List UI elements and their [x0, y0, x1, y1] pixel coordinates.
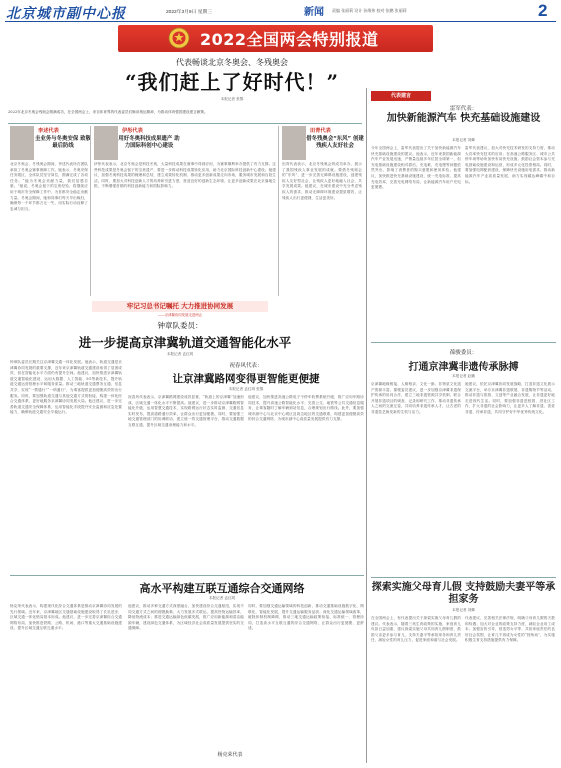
- person-name: 伊彤代表: [122, 128, 143, 134]
- opinion-byline: 本报记者 刘卿: [452, 138, 475, 142]
- article-body: 雷军代表建议，加大对快充技术研发的支持力度，推动大功率快充技术的应用；在高速公路服务区、城市公共停车场等场所加快布局快充设施；鼓励社会资本参与充电基础设施建设和运营，形成多元化投资格局。同时，要加强电网配套建设，保障快充设施用电需求，推动新能源汽车产业高质量发展，助力实现碳达峰碳中和目标。: [465, 146, 555, 184]
- article-body: 代表建议，完善相关法律法规，明确父母育儿假的天数和待遇；加大对企业的政策支持力度，减轻企业用工成本；加强宣传引导，营造男女平等、共担家庭责任的良好社会氛围，让育儿不再成为女性的“独角戏”，为实施积极生育支持措施提供有力保障。: [465, 616, 555, 643]
- opinion-title: 加快新能源汽车 快充基础设施建设: [386, 113, 541, 124]
- cppcc-byline: 本报记者 赵鹏: [452, 374, 475, 378]
- childcare-title: 探索实施父母育儿假 支持鼓励夫妻平等承担家务: [371, 582, 556, 605]
- masthead-rule: [5, 21, 556, 22]
- banner-title: 2022全国两会特别报道: [200, 30, 379, 49]
- article-body: 杨克荣代表表示，构建现代化综合交通体系是推动京津冀协同发展的先行领域。近年来，京津冀地区交通基础设施建设取得了长足进步，区域交通一体化格局基本形成。他建议，进一步完善京津冀综合交通网络布局，加快推进铁路、公路、机场、港口等重大交通基础设施建设，提升区域交通互联互通水平。: [10, 604, 122, 631]
- article-body: 京津冀地缘相接、人缘相亲、文化一脉，非物质文化遗产资源丰富。葆骏委员建议，进一步加强京津冀非遗保护传承的协同合作，建立三地非遗资源共享机制，联合开展非遗项目的调查、记录和研究工作，推动非遗传承人之间的交流互鉴，共同培养非遗传承人才，让古老的非遗技艺焕发新的生机与活力。: [371, 382, 461, 414]
- article-body: 钟章队委员长期关注京津冀交通一体化发展。他表示，轨道交通是京津冀协同发展的重要支撑，近年来京津冀轨道交通建设取得了显著成效，但在智能化水平方面仍有提升空间。他建议，加快推进京津冀轨道交通智能化建设，运用大数据、人工智能、5G等新技术，提升轨道交通运营管理水平和服务质量。推动三地轨道交通票务互通、信息共享，实现“一票通行”“一码通行”，为乘客提供更加便捷高效的出行服务。同时，要加强轨道交通与其他交通方式的衔接，构建一体化综合交通体系，更好地服务京津冀协同发展大局。他还建议，进一步完善轨道交通安全保障体系，运用智能化手段提升安全监测和应急处置能力，确保轨道交通安全平稳运行。: [10, 360, 122, 415]
- cppcc-title: 打通京津冀非遗传承脉搏: [408, 362, 519, 373]
- slogan-text: 牢记习总书记嘱托 大力推进协同发展: [126, 302, 234, 310]
- jj-title: 让京津冀路网变得更智能更便捷: [172, 373, 320, 385]
- column-divider: [366, 88, 367, 763]
- article-body: 祝春风代表表示，京津冀路网建设成效显著，“轨道上的京津冀”加速形成，区域交通一体化水平不断提高。他建议，进一步推动京津冀路网智能化升级，运用智慧交通技术，实现路网运行状态实时监测、交通信息实时发布，提高道路通行效率，让群众出行更加便捷。同时，要加强三地交通管理部门的协调联动，建立统一的交通管理平台，推动交通数据互联互通，提升区域交通治理能力和水平。: [128, 395, 244, 427]
- jj-kicker: 祝春风代表：: [229, 363, 263, 369]
- page-number: 2: [538, 1, 548, 20]
- person-name: 李述代表: [38, 128, 59, 134]
- zhong-byline: 本报记者 孟红玥: [166, 352, 194, 356]
- person-headline: 用好冬奥科技成果遗产 助力国际科创中心建设: [118, 136, 180, 149]
- person-headline: 借冬残奥会“东风” 创建残疾人友好社会: [306, 136, 364, 149]
- section-editors: 责编 张丽莉 设计 孙维伟 校对 张鹏 张丽莉: [332, 8, 407, 13]
- article-body: 北京冬奥会、冬残奥会期间，李述代表所在团队承担了冬奥会赛事保障工作。她表示，冬奥安保任务艰巨，全体队员坚守岗位，圆满完成了各项任务。“能为冬奥会贡献力量，我们倍感自豪。”她说，冬奥会留下的宝贵经验，将继续应用于城市安全保障工作中，为首都安全稳定贡献力量。冬奥会期间，她和同事们每天早出晚归，确保每一个环节都万无一失，用实际行动诠释了忠诚与担当。: [10, 162, 88, 211]
- rail-byline: 本报记者 孟红玥: [208, 596, 236, 600]
- slogan-sub: ——京津冀协同发展走进两会: [157, 313, 203, 317]
- rail-title: 高水平构建互联互通综合交通网络: [139, 582, 305, 595]
- zhong-kicker: 钟章队委员：: [157, 321, 203, 330]
- lead-byline: 本报记者 张黎: [220, 97, 244, 101]
- lead-kicker: 代表畅谈北京冬奥会、冬残奥会: [176, 58, 288, 67]
- photo-tian-qing: [282, 126, 306, 160]
- article-body: 伊彤代表表示，北京冬奥会是科技冬奥，大量科技成果在赛事中得到应用，为赛事顺利举办提供了有力支撑。这些科技成果是冬奥会留下的宝贵遗产，要进一步推动科技成果转化应用，助力北京国际科技创新中心建设。她建议，加强冬奥科技成果的梳理和总结，建立成果转化机制，推动更多创新成果走向市场，服务城市发展和百姓生活。同时，要加大对科技创新人才的培养和引进力度，营造良好的创新生态环境，让更多创新成果在北京落地生根，不断增强首都的科技创新能力和国际影响力。: [94, 162, 276, 189]
- photo-li-shu: [10, 126, 34, 160]
- divider: [371, 577, 556, 578]
- person-name: 田青代表: [310, 128, 331, 134]
- divider: [371, 342, 556, 343]
- jj-byline: 本报记者 孟红玥 张黎: [228, 387, 264, 391]
- article-body: 田青代表表示，北京冬残奥会的成功举办，展示了我国残疾人事业发展的成就。要借冬残奥会的“东风”，进一步完善无障碍设施建设，创建残疾人友好型社会，让残疾人更好地融入社会，共享发展成果。她建议，在城市建设中充分考虑残疾人的需求，推动无障碍环境建设提质增效，让残疾人出行更便捷、生活更美好。: [282, 162, 362, 200]
- section-name: 新闻: [304, 7, 324, 18]
- article-body: 同时，要加强交通运输领域的科技创新，推动交通基础设施数字化、网联化、智能化发展，提升交通运输服务品质；深化交通运输领域改革，破除体制机制障碍，推动三地交通运输政策衔接、标准统一、管理协同，打造高水平互联互通的综合交通网络，让群众出行更便捷、更舒适。: [248, 604, 364, 631]
- article-body: 在全国两会上，有代表提出关于探索实施父母育儿假的建议。代表表示，随着三孩生育政策的实施，家庭育儿负担日益加重，建议探索实施父母共同育儿假制度，鼓励父亲更多参与育儿，支持夫妻平等承担家务和育儿责任，减轻女性的育儿压力，促进家庭和谐与社会发展。: [371, 616, 461, 643]
- zhong-title: 进一步提高京津冀轨道交通智能化水平: [78, 335, 292, 350]
- national-emblem-icon: [168, 27, 190, 49]
- rail-author: 杨克荣代表: [217, 752, 243, 758]
- article-body: 他建议，加快推进高速公路电子不停车收费系统升级，推广应用车路协同技术，提升高速公路智能化水平；完善公交、地铁等公共交通信息服务，让乘客随时了解车辆到站信息，合理规划出行路线。此外，要加强城市副中心与北京中心城区及周边地区的交通联系，构建更加便捷高效的综合交通网络，为城市副中心高质量发展提供有力支撑。: [248, 395, 364, 422]
- cppcc-author: 葆骏委员：: [449, 350, 478, 356]
- article-body: 他建议，推动多种交通方式深度融合，加快建设综合交通枢纽，实现不同交通方式之间的便捷换乘；大力发展多式联运，提高货物运输效率，降低物流成本；推进交通运输绿色低碳发展，推广应用新能源和清洁能源车辆，建设绿色交通体系，为区域经济社会高质量发展提供坚实的交通保障。: [128, 604, 244, 631]
- article-body: 今年全国两会上，雷军代表提出了关于加快新能源汽车快充基础设施建设的建议。他表示，近年来我国新能源汽车产业发展迅速，产销量连续多年位居全球第一，但充电基础设施建设相对滞后，充电难、充电慢等问题依然突出，影响了消费者的购买意愿和使用体验。他建议，加快推进快充基础设施建设，统一充电标准，提高充电效率，完善充电网络布局，让新能源汽车用户充电更便捷。: [371, 146, 461, 190]
- divider: [8, 123, 362, 124]
- lead-title: “我们赶上了好时代！”: [124, 70, 339, 94]
- childcare-byline: 本报记者 刘卿: [452, 608, 475, 612]
- article-body: 她建议，依托京津冀协同发展战略，打造非遗文化展示交流平台，举办京津冀非遗联展、非遗购物节等活动，推动非遗与旅游、文创等产业融合发展，让非遗更好地走进现代生活。同时，要加强非遗进校园、进社区工作，扩大非遗的社会影响力，让更多人了解非遗、喜爱非遗、传承非遗，共同守护好中华优秀传统文化。: [465, 382, 555, 414]
- lead-summary: 2022年北京冬奥会残奥会圆满成功，在全国两会上，来自体育界的代表委员们畅谈奥运精神，为推动体育强国建设建言献策。: [8, 110, 208, 114]
- column-divider: [90, 126, 91, 296]
- photo-yi-tong: [94, 126, 118, 160]
- paper-name: 北京城市副中心报: [6, 6, 126, 22]
- divider: [10, 575, 364, 576]
- person-headline: 圭业务与冬奥安保 致敬最后防线: [35, 136, 91, 149]
- column-divider: [278, 126, 279, 296]
- opinion-author: 雷军代表：: [449, 106, 478, 112]
- issue-date: 2022年3月9日 星期三: [166, 10, 213, 15]
- opinion-tag: 代表建言: [371, 91, 431, 101]
